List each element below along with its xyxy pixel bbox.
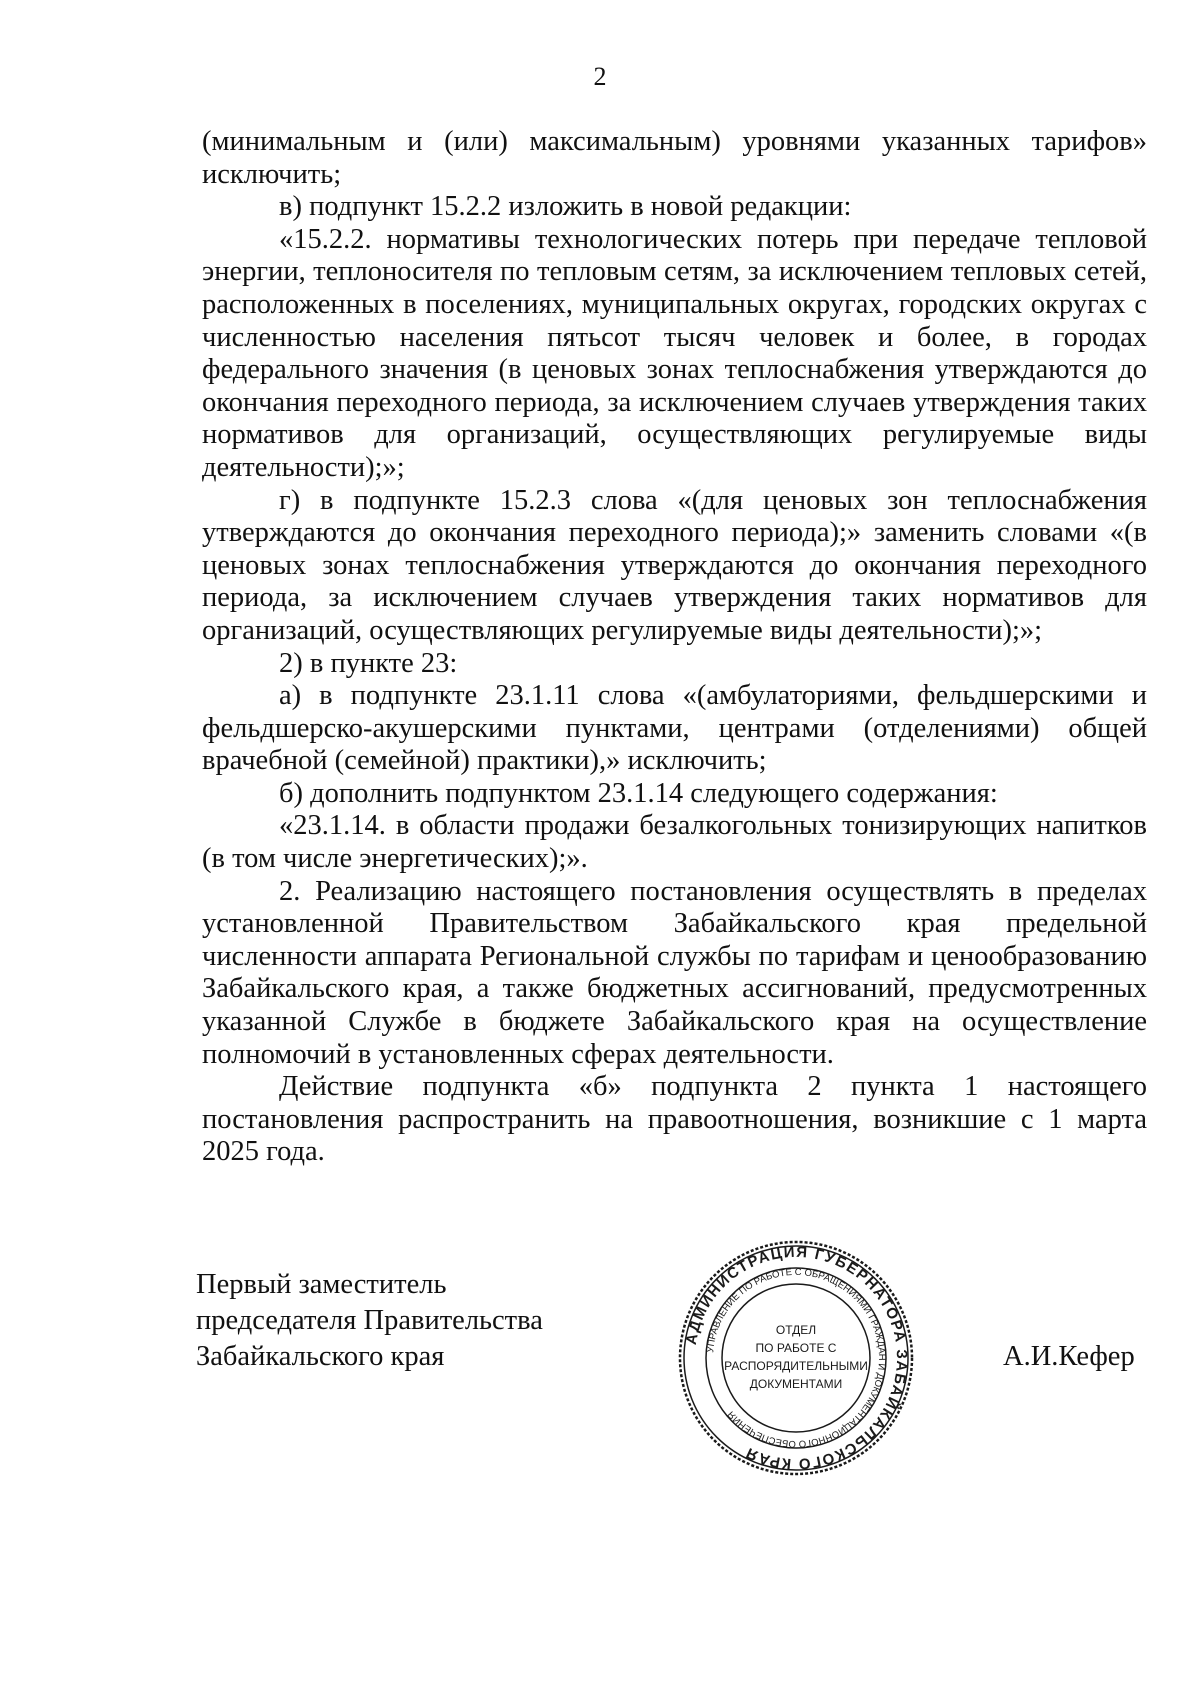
stamp-center-line: ОТДЕЛ bbox=[775, 1323, 817, 1337]
paragraph-subitem-v: в) подпункт 15.2.2 изложить в новой редакции: bbox=[279, 191, 852, 223]
paragraph-15-2-2-text: «15.2.2. нормативы технологических потерь при передаче тепловой энергии, теплоносителя по тепловым сетям, за исключением тепловых сетей, расположенных в поселениях, муниципальных округах, городских округах с численностью населения пятьсот тысяч человек и более, в городах федерального значения (в ценовых зонах теплоснабжения утверждаются до окончания переходного периода, за исключением случаев утверждения таких нормативов для организаций, осуществляющих регулируемые виды деятельности);»; bbox=[202, 223, 1147, 483]
official-stamp bbox=[676, 1238, 916, 1478]
paragraph-subitem-g: г) в подпункте 15.2.3 слова «(для ценовых зон теплоснабжения утверждаются до окончания переходного периода);» заменить словами «(в ценовых зонах теплоснабжения утверждаются до окончания переходного периода, за исключением случаев утверждения таких нормативов для организаций, осуществляющих регулируемые виды деятельности);»; bbox=[202, 484, 1147, 646]
paragraph-subitem-a: а) в подпункте 23.1.11 слова «(амбулаториями, фельдшерскими и фельдшерско-акушерскими пунктами, центрами (отделениями) общей врачебной (семейной) практики),» исключить; bbox=[202, 680, 1147, 777]
signatory-position-line: Первый заместитель bbox=[196, 1269, 447, 1300]
stamp-center-line: ПО РАБОТЕ С bbox=[755, 1341, 837, 1355]
stamp-inner-ring bbox=[722, 1284, 870, 1432]
paragraph-section-2: 2. Реализацию настоящего постановления осуществлять в пределах установленной Правительством Забайкальского края предельной численности аппарата Региональной службы по тарифам и ценообразованию Забайкальского края, а также бюджетных ассигнований, предусмотренных указанной Службе в бюджете Забайкальского края на осуществление полномочий в установленных сферах деятельности. bbox=[202, 875, 1147, 1070]
paragraph-tariff-continuation: (минимальным и (или) максимальным) уровнями указанных тарифов» исключить; bbox=[202, 126, 1147, 190]
paragraph-23-1-14-text: «23.1.14. в области продажи безалкогольных тонизирующих напитков (в том числе энергетических);». bbox=[202, 810, 1147, 875]
stamp-center-line: ДОКУМЕНТАМИ bbox=[749, 1377, 843, 1391]
signatory-name: А.И.Кефер bbox=[1003, 1341, 1135, 1372]
signatory-position-line: Забайкальского края bbox=[196, 1341, 445, 1372]
document-body bbox=[202, 126, 1147, 1169]
signatory-position-line: председателя Правительства bbox=[196, 1305, 543, 1336]
stamp-inner-ring-text: УПРАВЛЕНИЕ ПО РАБОТЕ С ОБРАЩЕНИЯМИ ГРАЖДАН И ДОКУМЕНТАЦИОННОГО ОБЕСПЕЧЕНИЯ bbox=[705, 1266, 888, 1450]
stamp-seal bbox=[676, 1238, 916, 1478]
paragraph-item-23: 2) в пункте 23: bbox=[279, 647, 458, 679]
paragraph-subitem-b: б) дополнить подпунктом 23.1.14 следующего содержания: bbox=[279, 777, 998, 809]
paragraph-effective-date: Действие подпункта «б» подпункта 2 пункта 1 настоящего постановления распространить на правоотношения, возникшие с 1 марта 2025 года. bbox=[202, 1071, 1147, 1168]
stamp-center-line: РАСПОРЯДИТЕЛЬНЫМИ bbox=[724, 1359, 868, 1373]
signatory-position bbox=[196, 1267, 543, 1375]
page-number: 2 bbox=[593, 62, 607, 91]
stamp-outer-ring-text: АДМИНИСТРАЦИЯ ГУБЕРНАТОРА ЗАБАЙКАЛЬСКОГО КРАЯ bbox=[682, 1243, 911, 1473]
